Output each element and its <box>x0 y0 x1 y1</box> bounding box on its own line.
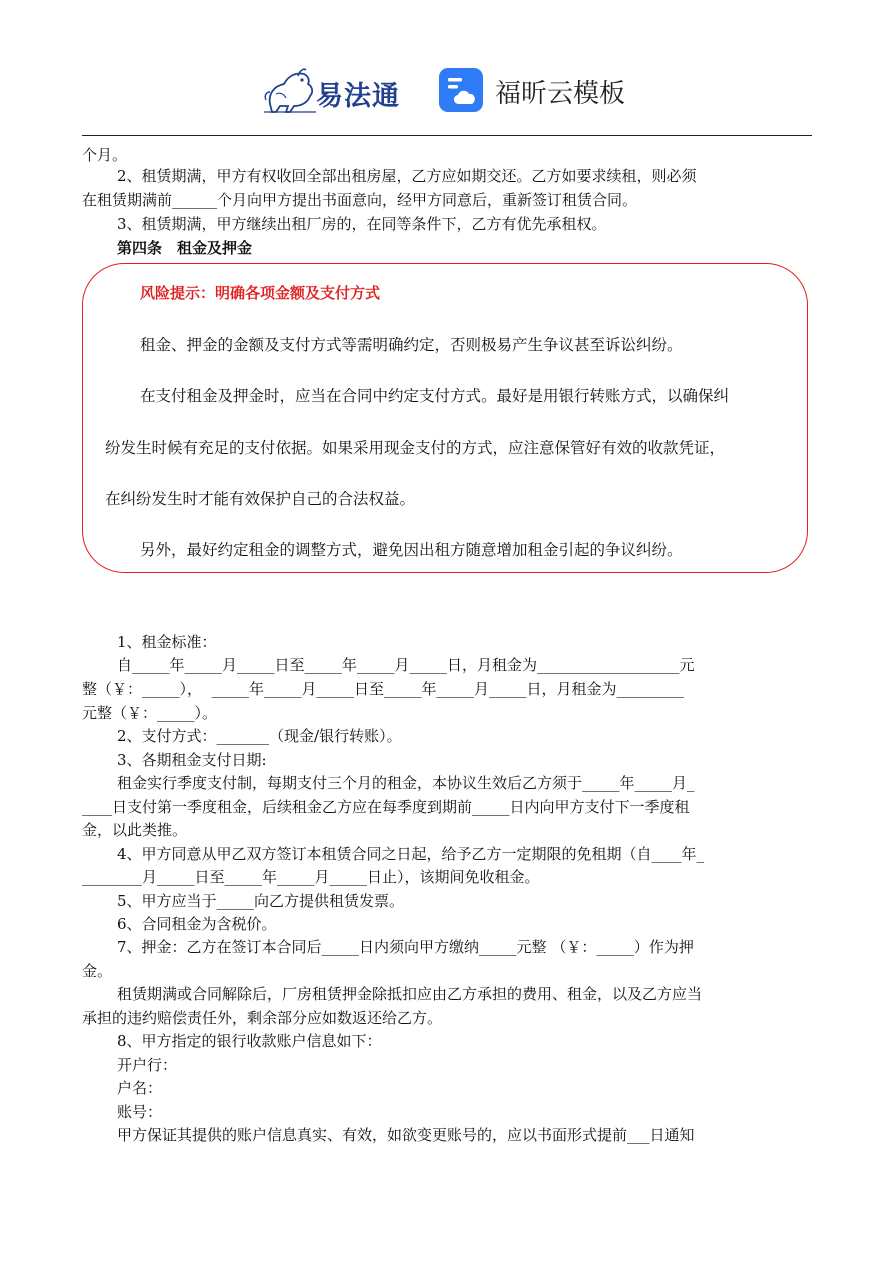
bank-field-label: 开户行： <box>117 1056 178 1074</box>
text-line: 6、合同租金为含税价。 <box>117 915 277 933</box>
brand-name-foxit: 福昕云模板 <box>495 79 626 109</box>
risk-tip-text: 在支付租金及押金时，应当在合同中约定支付方式。最好是用银行转账方式，以确保纠 <box>140 387 730 405</box>
text-line: 1、租金标准： <box>117 633 217 651</box>
text-line: 3、租赁期满，甲方继续出租厂房的，在同等条件下，乙方有优先承租权。 <box>117 215 607 233</box>
foxit-template-logo <box>437 66 637 116</box>
text-line: 5、甲方应当于_____向乙方提供租赁发票。 <box>117 892 405 910</box>
text-line: 租赁期满或合同解除后，厂房租赁押金除抵扣应由乙方承担的费用、租金，以及乙方应当 <box>117 985 703 1003</box>
text-line: 整（￥：_____）， _____年_____月_____日至_____年_____月_____日，月租金为_________ <box>82 680 685 698</box>
bank-field-label: 户名： <box>117 1079 163 1097</box>
risk-tip-text: 纷发生时候有充足的支付依据。如果采用现金支付的方式，应注意保管好有效的收款凭证， <box>105 439 726 457</box>
cloud-document-icon <box>437 66 485 114</box>
risk-tip-text: 租金、押金的金额及支付方式等需明确约定，否则极易产生争议甚至诉讼纠纷。 <box>140 336 683 354</box>
text-line: 租金实行季度支付制，每期支付三个月的租金，本协议生效后乙方须于_____年_____月_ <box>117 774 695 792</box>
text-line: 2、租赁期满，甲方有权收回全部出租房屋，乙方应如期交还。乙方如要求续租，则必须 <box>117 167 697 185</box>
section-heading: 第四条 租金及押金 <box>117 239 253 257</box>
text-line: 个月。 <box>82 146 128 164</box>
text-line: 4、甲方同意从甲乙双方签订本租赁合同之日起，给予乙方一定期限的免租期（自____年_ <box>117 845 705 863</box>
text-line: 8、甲方指定的银行收款账户信息如下： <box>117 1032 382 1050</box>
header-divider <box>82 135 812 136</box>
text-line: 金，以此类推。 <box>82 821 188 839</box>
text-line: 在租赁期满前______个月向甲方提出书面意向，经甲方同意后，重新签订租赁合同。 <box>82 191 638 209</box>
risk-tip-box <box>82 263 808 573</box>
risk-tip-text: 在纠纷发生时才能有效保护自己的合法权益。 <box>105 490 416 508</box>
qilin-mascot-icon <box>262 64 318 116</box>
text-line: 7、押金：乙方在签订本合同后_____日内须向甲方缴纳_____元整 （￥：_____）作为押 <box>117 938 694 956</box>
yifatong-logo <box>262 64 422 116</box>
bank-field-label: 账号： <box>117 1103 163 1121</box>
text-line: 3、各期租金支付日期: <box>117 751 267 769</box>
brand-name-yifatong: 易法通 <box>316 81 400 112</box>
text-line: ________月_____日至_____年_____月_____日止），该期间免收租金。 <box>82 868 540 886</box>
page-header <box>0 56 893 120</box>
text-line: 金。 <box>82 962 113 980</box>
text-line: 承担的违约赔偿责任外，剩余部分应如数返还给乙方。 <box>82 1009 443 1027</box>
text-line: 自_____年_____月_____日至_____年_____月_____日，月租金为___________________元 <box>117 656 695 674</box>
text-line: 元整（￥：_____）。 <box>82 704 218 722</box>
text-line: ____日支付第一季度租金，后续租金乙方应在每季度到期前_____日内向甲方支付下一季度租 <box>82 798 690 816</box>
risk-tip-text: 另外，最好约定租金的调整方式，避免因出租方随意增加租金引起的争议纠纷。 <box>140 541 683 559</box>
risk-tip-title: 风险提示：明确各项金额及支付方式 <box>140 284 381 302</box>
text-line: 2、支付方式：_______（现金/银行转账）。 <box>117 727 402 745</box>
text-line: 甲方保证其提供的账户信息真实、有效，如欲变更账号的，应以书面形式提前___日通知 <box>117 1126 695 1144</box>
